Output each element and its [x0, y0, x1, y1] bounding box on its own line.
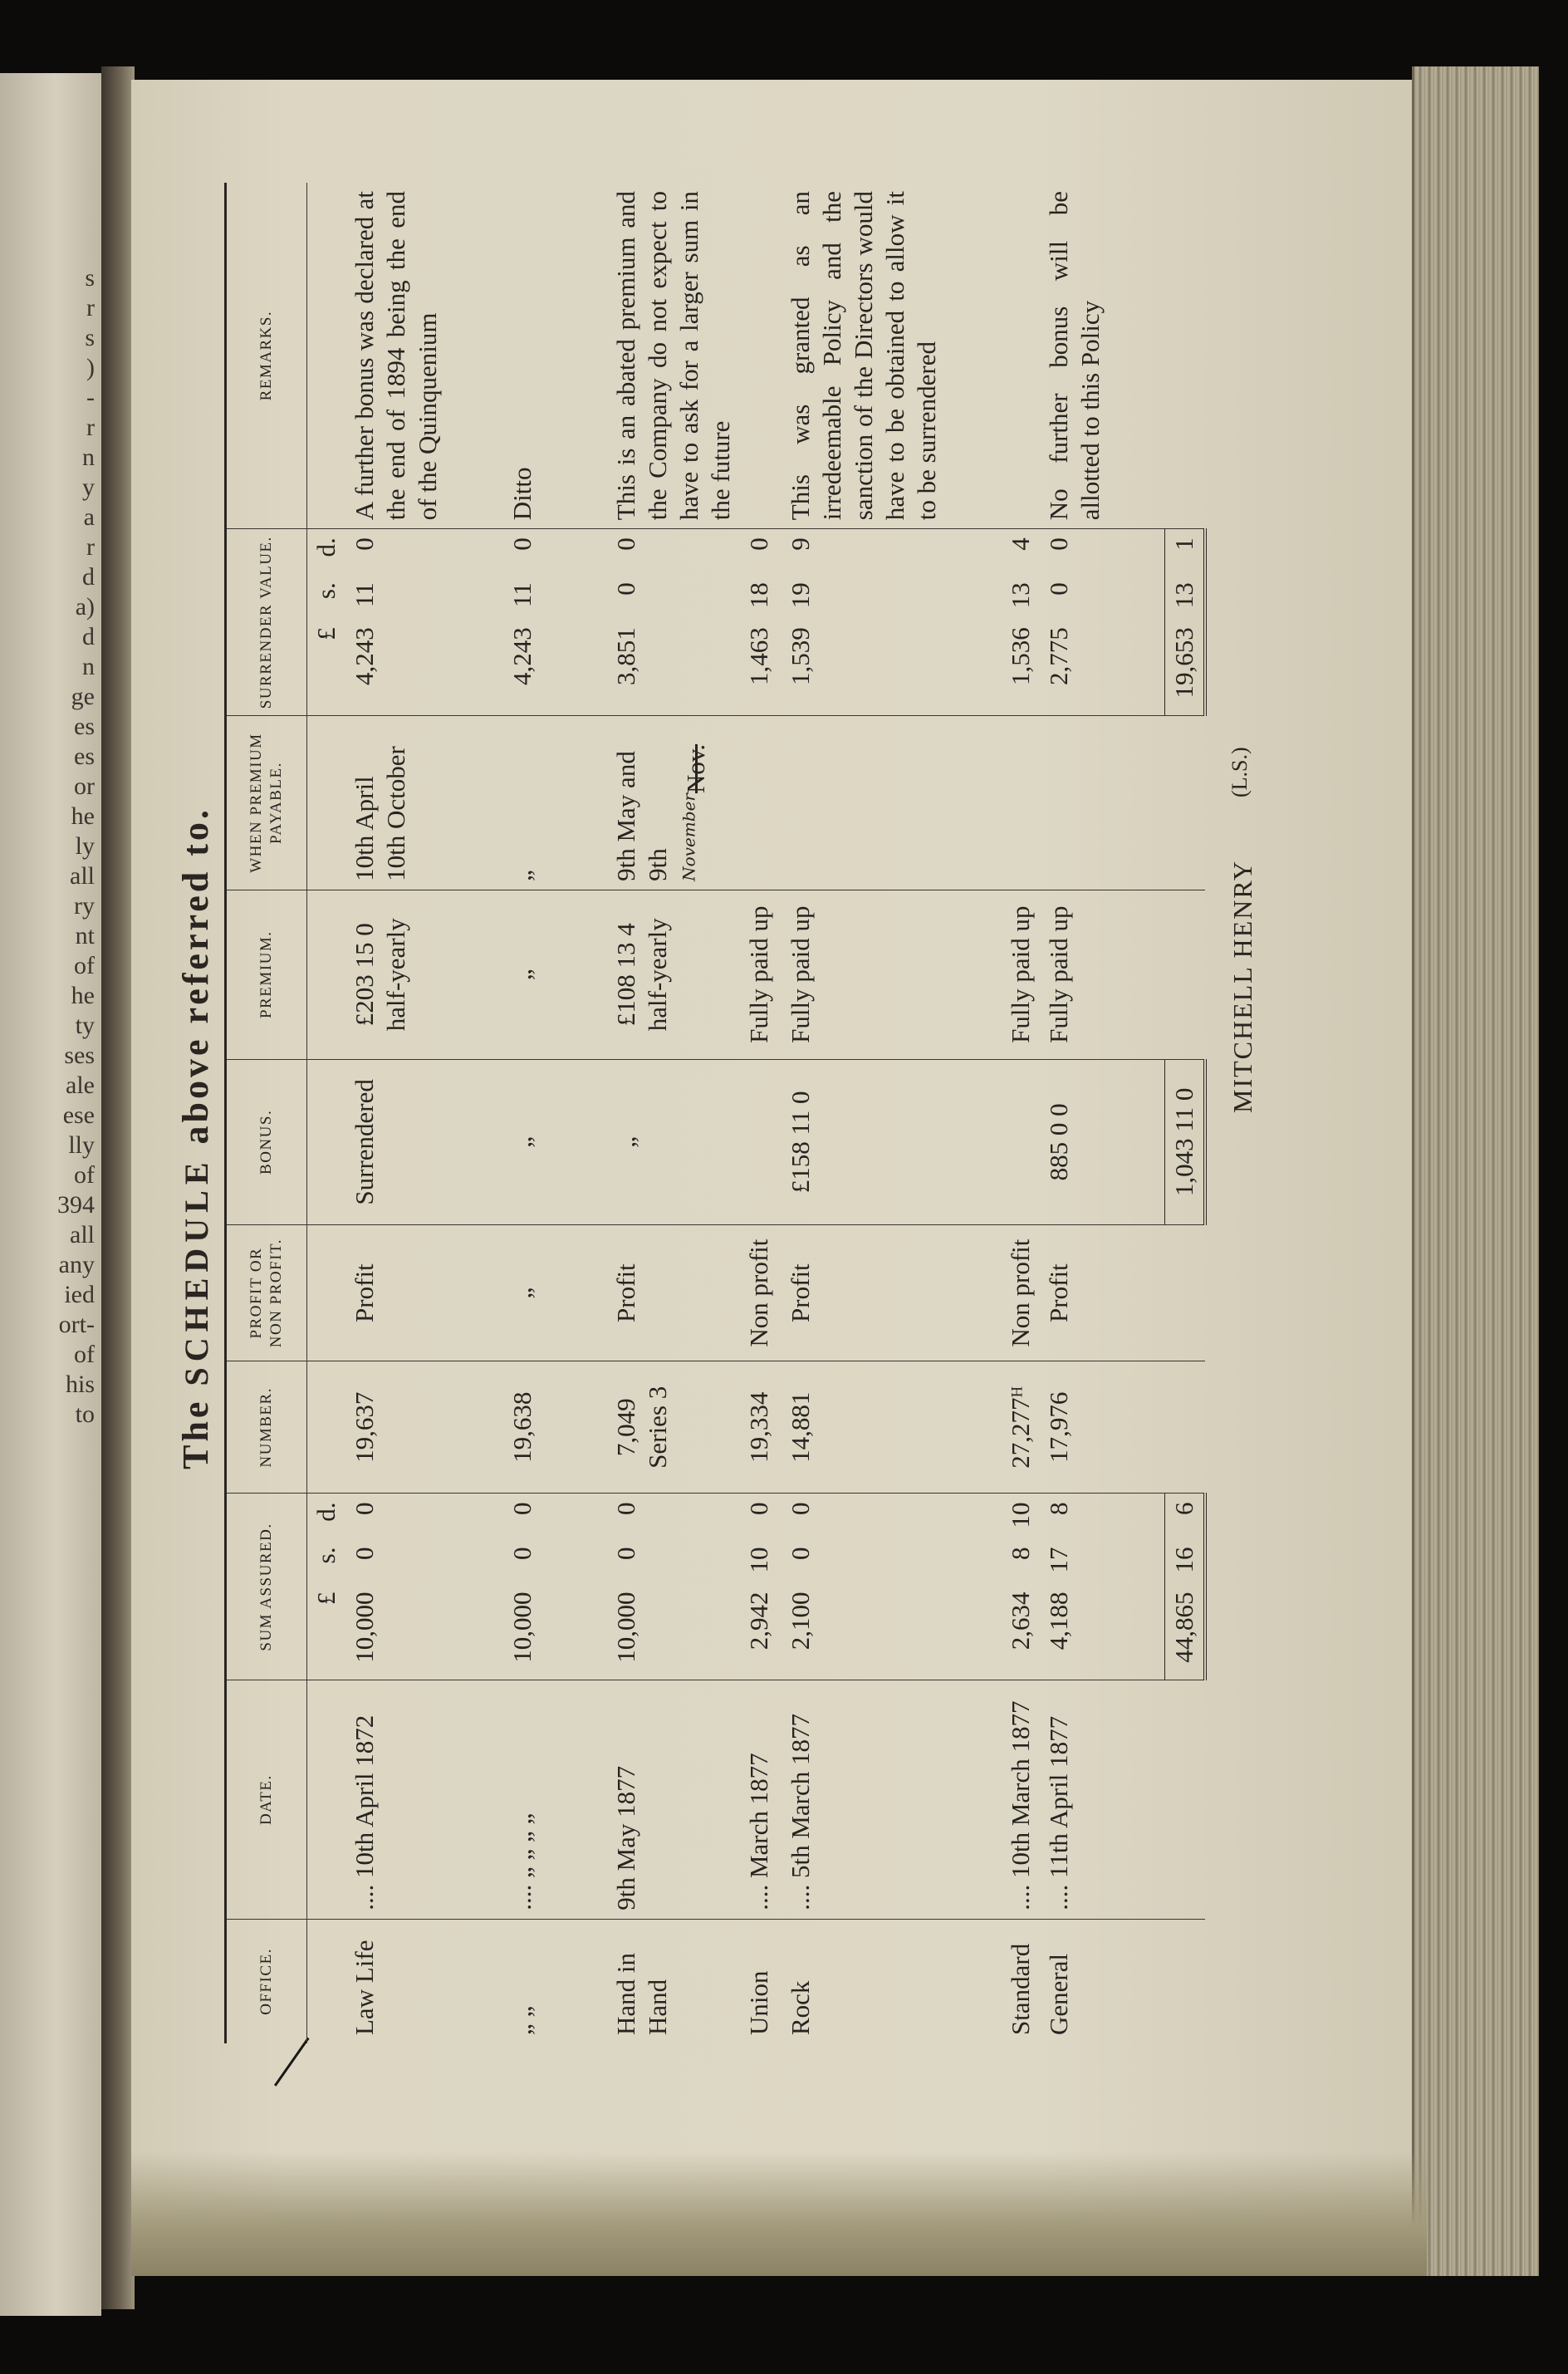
facing-page-text: ort- [58, 1311, 95, 1338]
facing-page-text: any [58, 1251, 95, 1278]
units-row: £s.d. £s.d. [307, 183, 346, 2043]
cell-bonus: 885 0 0 [1040, 1059, 1164, 1225]
facing-page-text: s [85, 324, 95, 351]
facing-page-edge [0, 73, 101, 2316]
cell-profit: Profit [345, 1225, 503, 1361]
cell-date: 9th May 1877 [607, 1680, 740, 1919]
cell-office: Hand in Hand [607, 1919, 740, 2043]
header-sum-assured: SUM ASSURED. [226, 1494, 307, 1680]
cell-surrender: 1,536134 [1002, 529, 1040, 716]
cell-date: .... 10th April 1872 [345, 1680, 503, 1919]
cell-office: General [1040, 1919, 1164, 2043]
table-row [503, 183, 607, 2043]
cell-surrender: 4,243110 [345, 529, 503, 716]
facing-page-text: ese [62, 1101, 95, 1129]
facing-page-text: to [75, 1400, 95, 1428]
facing-page-text: ge [71, 683, 95, 710]
cell-profit: Non profit [740, 1225, 782, 1361]
header-date: DATE. [226, 1680, 307, 1919]
facing-page-text: all [70, 1221, 95, 1248]
cell-office: Standard [1002, 1919, 1040, 2043]
facing-page-text: ses [64, 1042, 95, 1069]
table-row [1040, 183, 1164, 2043]
table-row [607, 183, 740, 2043]
facing-page-text: he [71, 802, 95, 830]
cell-bonus: „ [607, 1059, 740, 1225]
header-profit: PROFIT OR NON PROFIT. [226, 1225, 307, 1361]
facing-page-text: ly [75, 832, 95, 860]
cell-bonus: „ [503, 1059, 607, 1225]
facing-page-text: - [86, 384, 95, 411]
table-row [782, 183, 1002, 2043]
cell-profit: Profit [1040, 1225, 1164, 1361]
total-sum: 44,865166 [1164, 1494, 1205, 1680]
cell-office: „ „ [503, 1919, 607, 2043]
cell-premium: Fully paid up [782, 890, 1002, 1059]
totals-row [1164, 183, 1205, 2043]
facing-page-text: s [85, 264, 95, 292]
title-main: SCHEDULE [178, 1156, 215, 1386]
facing-page-text: ) [86, 354, 95, 381]
cell-premium: £203 15 0 half-yearly [345, 890, 503, 1059]
facing-page-text: ty [75, 1012, 95, 1039]
facing-page-text: n [82, 653, 95, 680]
cell-profit: „ [503, 1225, 607, 1361]
facing-page-text: d [82, 623, 95, 650]
facing-page-text: ry [74, 892, 95, 920]
cell-date: .... March 1877 [740, 1680, 782, 1919]
cell-surrender: 3,85100 [607, 529, 740, 716]
cell-when-payable [782, 716, 1002, 890]
cell-number: 19,638 [503, 1361, 607, 1494]
schedule-title [174, 183, 217, 2093]
cell-bonus [740, 1059, 782, 1225]
header-office: OFFICE. [226, 1919, 307, 2043]
signature: MITCHELL HENRY [1227, 859, 1257, 1113]
facing-page-text: he [71, 982, 95, 1009]
cell-remarks [1002, 183, 1040, 529]
facing-page-text: nt [75, 922, 95, 949]
facing-page-text: n [82, 444, 95, 471]
facing-page-text: r [86, 294, 95, 321]
facing-page-text: of [74, 1161, 95, 1189]
cell-remarks: Ditto [507, 467, 537, 521]
page-edges [1412, 66, 1539, 2276]
table-row [740, 183, 782, 2043]
cell-surrender: 1,539199 [782, 529, 1002, 716]
cell-profit: Non profit [1002, 1225, 1040, 1361]
cell-premium: „ [503, 890, 607, 1059]
facing-page-text: of [74, 952, 95, 979]
cell-premium: Fully paid up [1040, 890, 1164, 1059]
facing-page-text: all [70, 862, 95, 890]
facing-page-text: ale [66, 1072, 95, 1099]
cell-office: Rock [782, 1919, 1002, 2043]
cell-number: 19,637 [345, 1361, 503, 1494]
schedule-rotated [174, 183, 1404, 2093]
header-number: NUMBER. [226, 1361, 307, 1494]
facing-page-text: lly [68, 1131, 95, 1159]
cell-number: 7,049 Series 3 [607, 1361, 740, 1494]
schedule-table [224, 183, 1207, 2043]
cell-number: 19,334 [740, 1361, 782, 1494]
facing-page-text: a) [75, 593, 95, 620]
cell-date: .... 10th March 1877 [1002, 1680, 1040, 1919]
cell-when-payable: „ [503, 716, 607, 890]
cell-premium: £108 13 4 half-yearly [607, 890, 740, 1059]
cell-remarks: This is an abated premium and the Company do not expect to have to ask for a larger sum in the future [611, 191, 735, 521]
facing-page-text: a [83, 503, 95, 531]
facing-page-text: d [82, 563, 95, 591]
cell-bonus: £158 11 0 [782, 1059, 1002, 1225]
cell-sum: 2,634810 [1002, 1494, 1040, 1680]
facing-page-text: es [74, 713, 95, 740]
cell-premium: Fully paid up [1002, 890, 1040, 1059]
title-prefix: The [175, 1398, 216, 1469]
handwritten-correction: $^{November}$Nov. [679, 743, 711, 881]
table-row [1002, 183, 1040, 2043]
header-premium: PREMIUM. [226, 890, 307, 1059]
cell-sum: 2,10000 [782, 1494, 1002, 1680]
seal-mark: (L.S.) [1227, 747, 1252, 797]
facing-page-text: his [65, 1371, 95, 1398]
cell-surrender: 4,243110 [503, 529, 607, 716]
cell-office: Union [740, 1919, 782, 2043]
cell-number: 27,277ᴴ [1002, 1361, 1040, 1494]
cell-number: 17,976 [1040, 1361, 1164, 1494]
facing-page-text: es [74, 743, 95, 770]
book-gutter [101, 66, 135, 2309]
cell-remarks: A further bonus was declared at the end of 1894 being the end of the Quinquenium [350, 191, 442, 521]
header-bonus: BONUS. [226, 1059, 307, 1225]
header-row [226, 183, 307, 2043]
cell-remarks [740, 183, 782, 529]
cell-premium: Fully paid up [740, 890, 782, 1059]
cell-bonus [1002, 1059, 1040, 1225]
cell-number: 14,881 [782, 1361, 1002, 1494]
cell-when-payable: 9th May and 9th $^{November}$Nov. [607, 716, 740, 890]
table-row [345, 183, 503, 2043]
cell-sum: 2,942100 [740, 1494, 782, 1680]
cell-office: Law Life [345, 1919, 503, 2043]
cell-when-payable [1040, 716, 1164, 890]
facing-page-text: r [86, 533, 95, 561]
facing-page-text: 394 [57, 1191, 95, 1219]
cell-profit: Profit [782, 1225, 1002, 1361]
cell-bonus: Surrendered [345, 1059, 503, 1225]
header-when-payable: WHEN PREMIUM PAYABLE. [226, 716, 307, 890]
page-shadow [131, 2151, 1427, 2276]
cell-when-payable [740, 716, 782, 890]
cell-sum: 10,00000 [503, 1494, 607, 1680]
facing-page-text: ied [64, 1281, 95, 1308]
cell-when-payable: 10th April 10th October [345, 716, 503, 890]
cell-sum: 10,00000 [345, 1494, 503, 1680]
title-suffix: above referred to. [175, 807, 216, 1145]
total-bonus: 1,043 11 0 [1164, 1059, 1205, 1225]
cell-remarks: This was granted as an irredeemable Policy and the sanction of the Directors would have to be obtained to allow it to be surrendered [786, 191, 941, 521]
cell-when-payable [1002, 716, 1040, 890]
cell-profit: Profit [607, 1225, 740, 1361]
header-surrender: SURRENDER VALUE. [226, 529, 307, 716]
facing-page-text: y [82, 473, 95, 501]
cell-date: .... 5th March 1877 [782, 1680, 1002, 1919]
facing-page-text: r [86, 414, 95, 441]
cell-remarks: No further bonus will be allotted to this Policy [1044, 191, 1105, 521]
cell-date: .... „ „ „ „ [503, 1680, 607, 1919]
cell-date: .... 11th April 1877 [1040, 1680, 1164, 1919]
total-surrender: 19,653131 [1164, 529, 1205, 716]
cell-surrender: 1,463180 [740, 529, 782, 716]
cell-surrender: 2,77500 [1040, 529, 1164, 716]
cell-sum: 4,188178 [1040, 1494, 1164, 1680]
facing-page-text: or [74, 773, 95, 800]
facing-page-text: of [74, 1341, 95, 1368]
header-remarks: REMARKS. [226, 183, 307, 529]
cell-sum: 10,00000 [607, 1494, 740, 1680]
